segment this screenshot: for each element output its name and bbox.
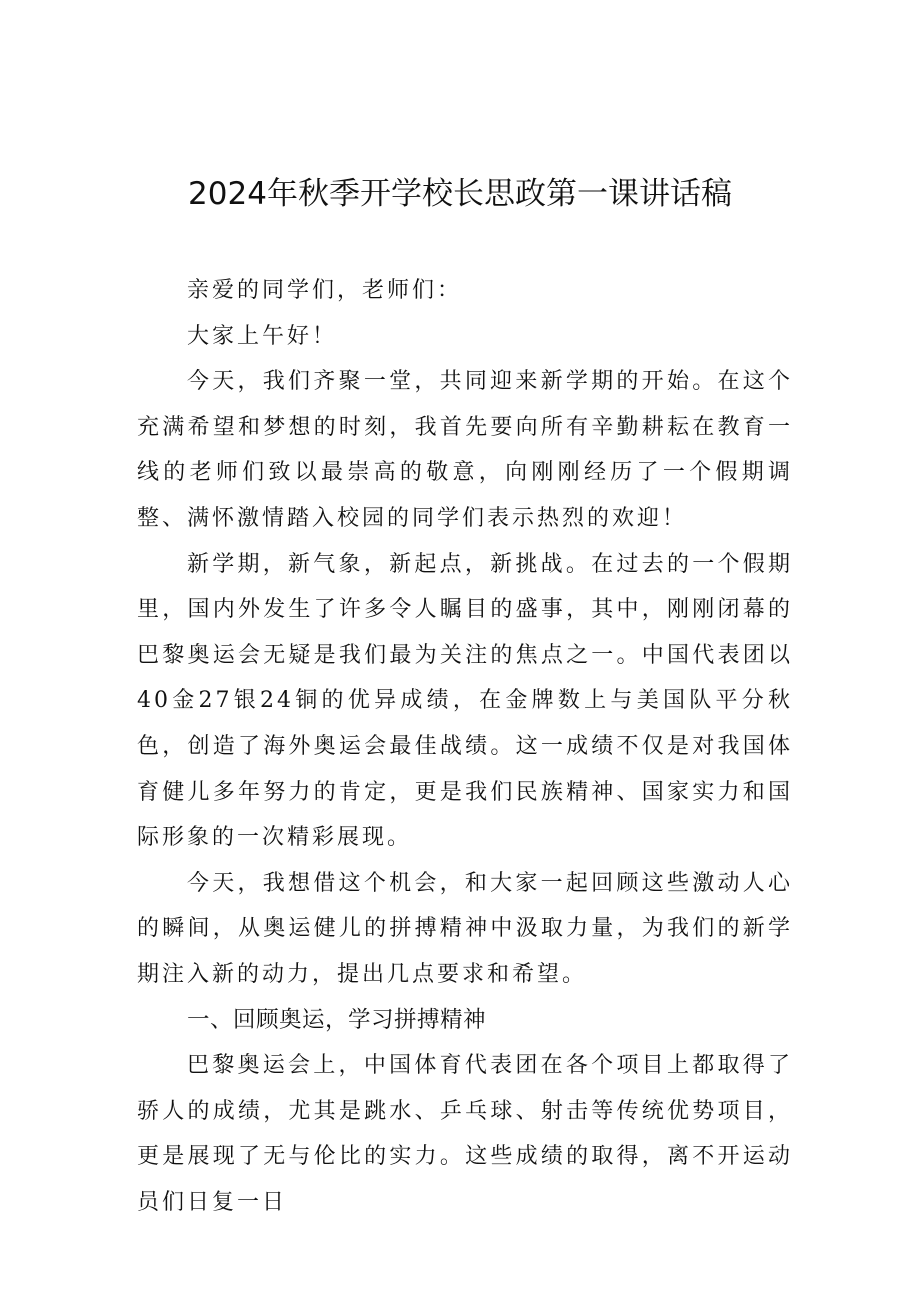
paragraph-olympics: 新学期，新气象，新起点，新挑战。在过去的一个假期里，国内外发生了许多令人瞩目的盛事，其中，刚刚闭幕的巴黎奥运会无疑是我们最为关注的焦点之一。中国代表团以40金27银24铜的优异成绩，在金牌数上与美国队平分秋色，创造了海外奥运会最佳战绩。这一成绩不仅是对我国体育健儿多年努力的肯定，更是我们民族精神、国家实力和国际形象的一次精彩展现。	[137, 551, 793, 851]
greeting: 大家上午好！	[187, 323, 338, 349]
paragraph-purpose: 今天，我想借这个机会，和大家一起回顾这些激动人心的瞬间，从奥运健儿的拼搏精神中汲取力量，为我们的新学期注入新的动力，提出几点要求和希望。	[137, 870, 793, 987]
section-paragraph: 巴黎奥运会上，中国体育代表团在各个项目上都取得了骄人的成绩，尤其是跳水、乒乓球、射击等传统优势项目，更是展现了无与伦比的实力。这些成绩的取得，离不开运动员们日复一日	[137, 1053, 793, 1215]
document-body	[137, 268, 793, 1225]
paragraph-opening: 今天，我们齐聚一堂，共同迎来新学期的开始。在这个充满希望和梦想的时刻，我首先要向所有辛勤耕耘在教育一线的老师们致以最崇高的敬意，向刚刚经历了一个假期调整、满怀激情踏入校园的同学们表示热烈的欢迎！	[137, 369, 793, 531]
section-heading: 一、回顾奥运，学习拼搏精神	[187, 1006, 487, 1033]
document-title: 2024年秋季开学校长思政第一课讲话稿	[188, 176, 732, 212]
salutation: 亲爱的同学们，老师们：	[187, 278, 463, 303]
